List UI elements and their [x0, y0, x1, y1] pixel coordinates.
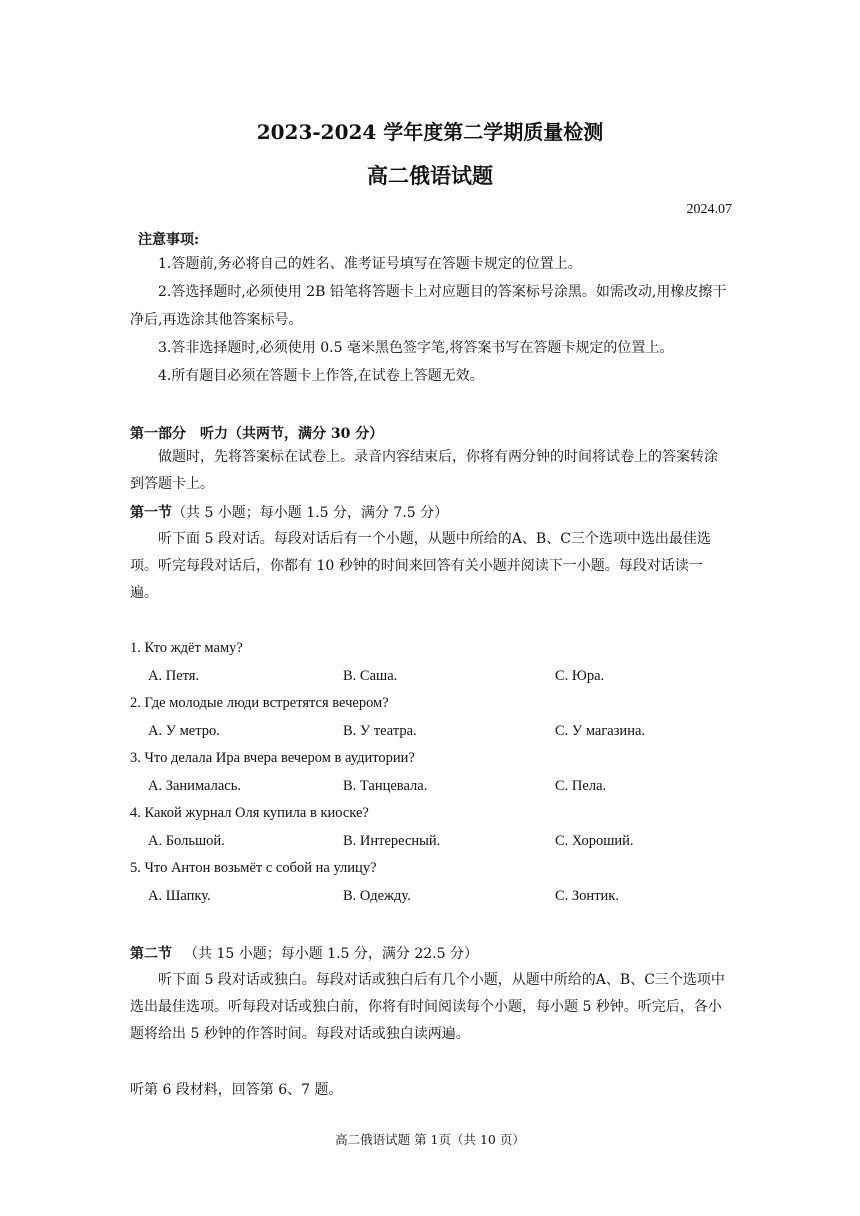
question-2: 2. Где молодые люди встретятся вечером? [130, 695, 389, 711]
page-footer: 高二俄语试题 第 1页（共 10 页） [335, 1132, 525, 1147]
section2-heading-line [130, 941, 478, 968]
option-b: B. Интересный. [343, 833, 441, 849]
question-1: 1. Кто ждёт маму? [130, 640, 243, 656]
question-5: 5. Что Антон возьмёт с собой на улицу? [130, 860, 377, 876]
note-item: 3.答非选择题时,必须使用 0.5 毫米黑色签字笔,将答案书写在答题卡规定的位置上。 [158, 340, 674, 356]
option-c: C. Пела. [555, 778, 607, 794]
option-b: B. У театра. [343, 723, 417, 739]
section2-scoring: （共 15 小题；每小题 1.5 分，满分 22.5 分） [184, 946, 478, 962]
option-b: B. Танцевала. [343, 778, 428, 794]
option-a: A. Шапку. [148, 888, 211, 904]
exam-title: 2023-2024 学年度第二学期质量检测 [256, 120, 604, 144]
note-item: 2.答选择题时,必须使用 2B 铅笔将答题卡上对应题目的答案标号涂黑。如需改动,用橡皮擦干净后,再选涂其他答案标号。 [130, 284, 727, 328]
notes-list [130, 250, 730, 390]
option-c: C. Зонтик. [555, 888, 619, 904]
option-a: A. У метро. [148, 723, 220, 739]
option-c: C. Хороший. [555, 833, 634, 849]
part1-intro: 做题时，先将答案标在试卷上。录音内容结束后，你将有两分钟的时间将试卷上的答案转涂到答题卡上。 [130, 449, 718, 492]
question-3: 3. Что делала Ира вчера вечером в аудитории? [130, 750, 415, 766]
section1-scoring: （共 5 小题；每小题 1.5 分，满分 7.5 分） [172, 505, 449, 521]
section1-instructions: 听下面 5 段对话。每段对话后有一个小题，从题中所给的A、B、C三个选项中选出最佳选项。听完每段对话后，你都有 10 秒钟的时间来回答有关小题并阅读下一小题。每段对话读一遍。 [130, 531, 711, 601]
option-c: C. Юра. [555, 668, 605, 684]
note-item: 1.答题前,务必将自己的姓名、准考证号填写在答题卡规定的位置上。 [158, 256, 582, 272]
exam-subtitle: 高二俄语试题 [367, 163, 493, 188]
section1-heading-line [130, 500, 448, 527]
part1-heading: 第一部分 听力（共两节，满分 30 分） [130, 426, 384, 442]
section2-instructions: 听下面 5 段对话或独白。每段对话或独白后有几个小题，从题中所给的A、B、C三个选项中选出最佳选项。听每段对话或独白前，你将有时间阅读每个小题，每小题 5 秒钟。听完后，各小题将给出 5 秒钟的作答时间。每段对话或独白读两遍。 [130, 972, 725, 1042]
option-b: B. Саша. [343, 668, 398, 684]
section1-heading: 第一节 [130, 505, 172, 521]
material-instruction: 听第 6 段材料，回答第 6、7 题。 [130, 1082, 343, 1098]
question-4: 4. Какой журнал Оля купила в киоске? [130, 805, 369, 821]
option-a: A. Занималась. [148, 778, 241, 794]
exam-date: 2024.07 [686, 202, 732, 217]
option-a: A. Петя. [148, 668, 200, 684]
option-b: B. Одежду. [343, 888, 411, 904]
note-item: 4.所有题目必须在答题卡上作答,在试卷上答题无效。 [158, 368, 484, 384]
notes-heading: 注意事项: [138, 232, 200, 248]
option-c: C. У магазина. [555, 723, 646, 739]
option-a: A. Большой. [148, 833, 225, 849]
section2-heading: 第二节 [130, 946, 172, 962]
